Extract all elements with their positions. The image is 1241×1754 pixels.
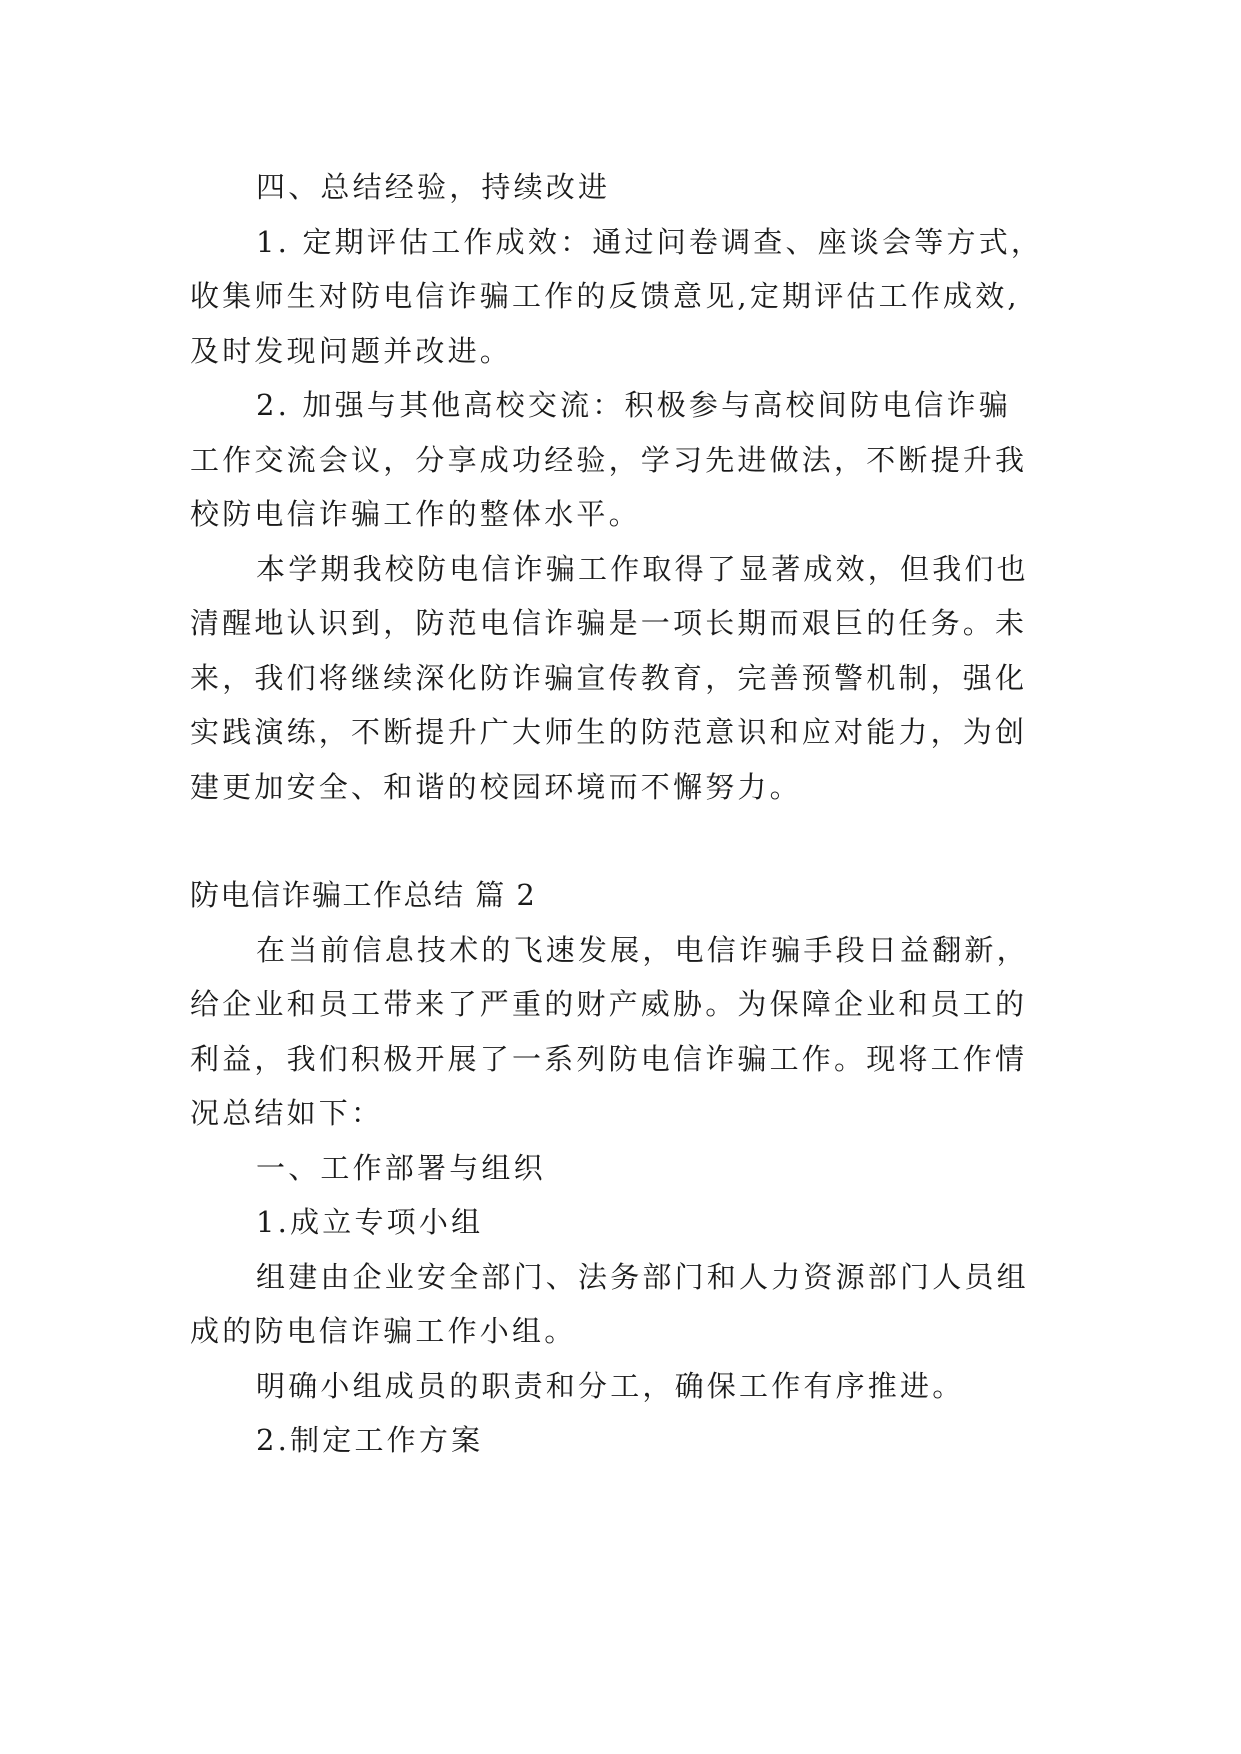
paragraph-line: 来，我们将继续深化防诈骗宣传教育，完善预警机制，强化 [190, 660, 1028, 695]
paragraph-line: 况总结如下： [190, 1096, 384, 1130]
section-heading: 一、工作部署与组织 [256, 1150, 546, 1185]
paragraph-line: 本学期我校防电信诈骗工作取得了显著成效，但我们也 [256, 551, 1029, 586]
paragraph-line: 利益，我们积极开展了一系列防电信诈骗工作。现将工作情 [190, 1041, 1028, 1076]
section-spacer [190, 814, 1090, 868]
paragraph-line: 建更加安全、和谐的校园环境而不懈努力。 [190, 769, 802, 804]
paragraph-line: 清醒地认识到，防范电信诈骗是一项长期而艰巨的任务。未 [190, 606, 1028, 640]
paragraph-line: 实践演练，不断提升广大师生的防范意识和应对能力，为创 [190, 715, 1028, 749]
paragraph-line: 组建由企业安全部门、法务部门和人力资源部门人员组 [256, 1259, 1029, 1294]
paragraph-line: 工作交流会议，分享成功经验，学习先进做法，不断提升我 [190, 442, 1028, 477]
paragraph-line: 给企业和员工带来了严重的财产威胁。为保障企业和员工的 [190, 987, 1028, 1021]
article-title: 防电信诈骗工作总结 篇 2 [190, 878, 537, 912]
paragraph-line: 2. 加强与其他高校交流：积极参与高校间防电信诈骗 [256, 388, 1011, 422]
section-heading: 四、总结经验，持续改进 [256, 170, 611, 204]
paragraph-line: 成的防电信诈骗工作小组。 [190, 1314, 577, 1348]
subsection-heading: 1.成立专项小组 [256, 1205, 484, 1239]
paragraph-line: 校防电信诈骗工作的整体水平。 [190, 497, 641, 531]
paragraph-line: 收集师生对防电信诈骗工作的反馈意见,定期评估工作成效, [190, 279, 1020, 313]
subsection-heading: 2.制定工作方案 [256, 1423, 484, 1457]
paragraph-line: 1. 定期评估工作成效：通过问卷调查、座谈会等方式， [256, 224, 1044, 259]
paragraph-line: 及时发现问题并改进。 [190, 333, 513, 368]
paragraph-line: 在当前信息技术的飞速发展，电信诈骗手段日益翻新， [256, 932, 1029, 967]
document-body [190, 160, 1090, 1468]
paragraph-line: 明确小组成员的职责和分工，确保工作有序推进。 [256, 1368, 965, 1403]
